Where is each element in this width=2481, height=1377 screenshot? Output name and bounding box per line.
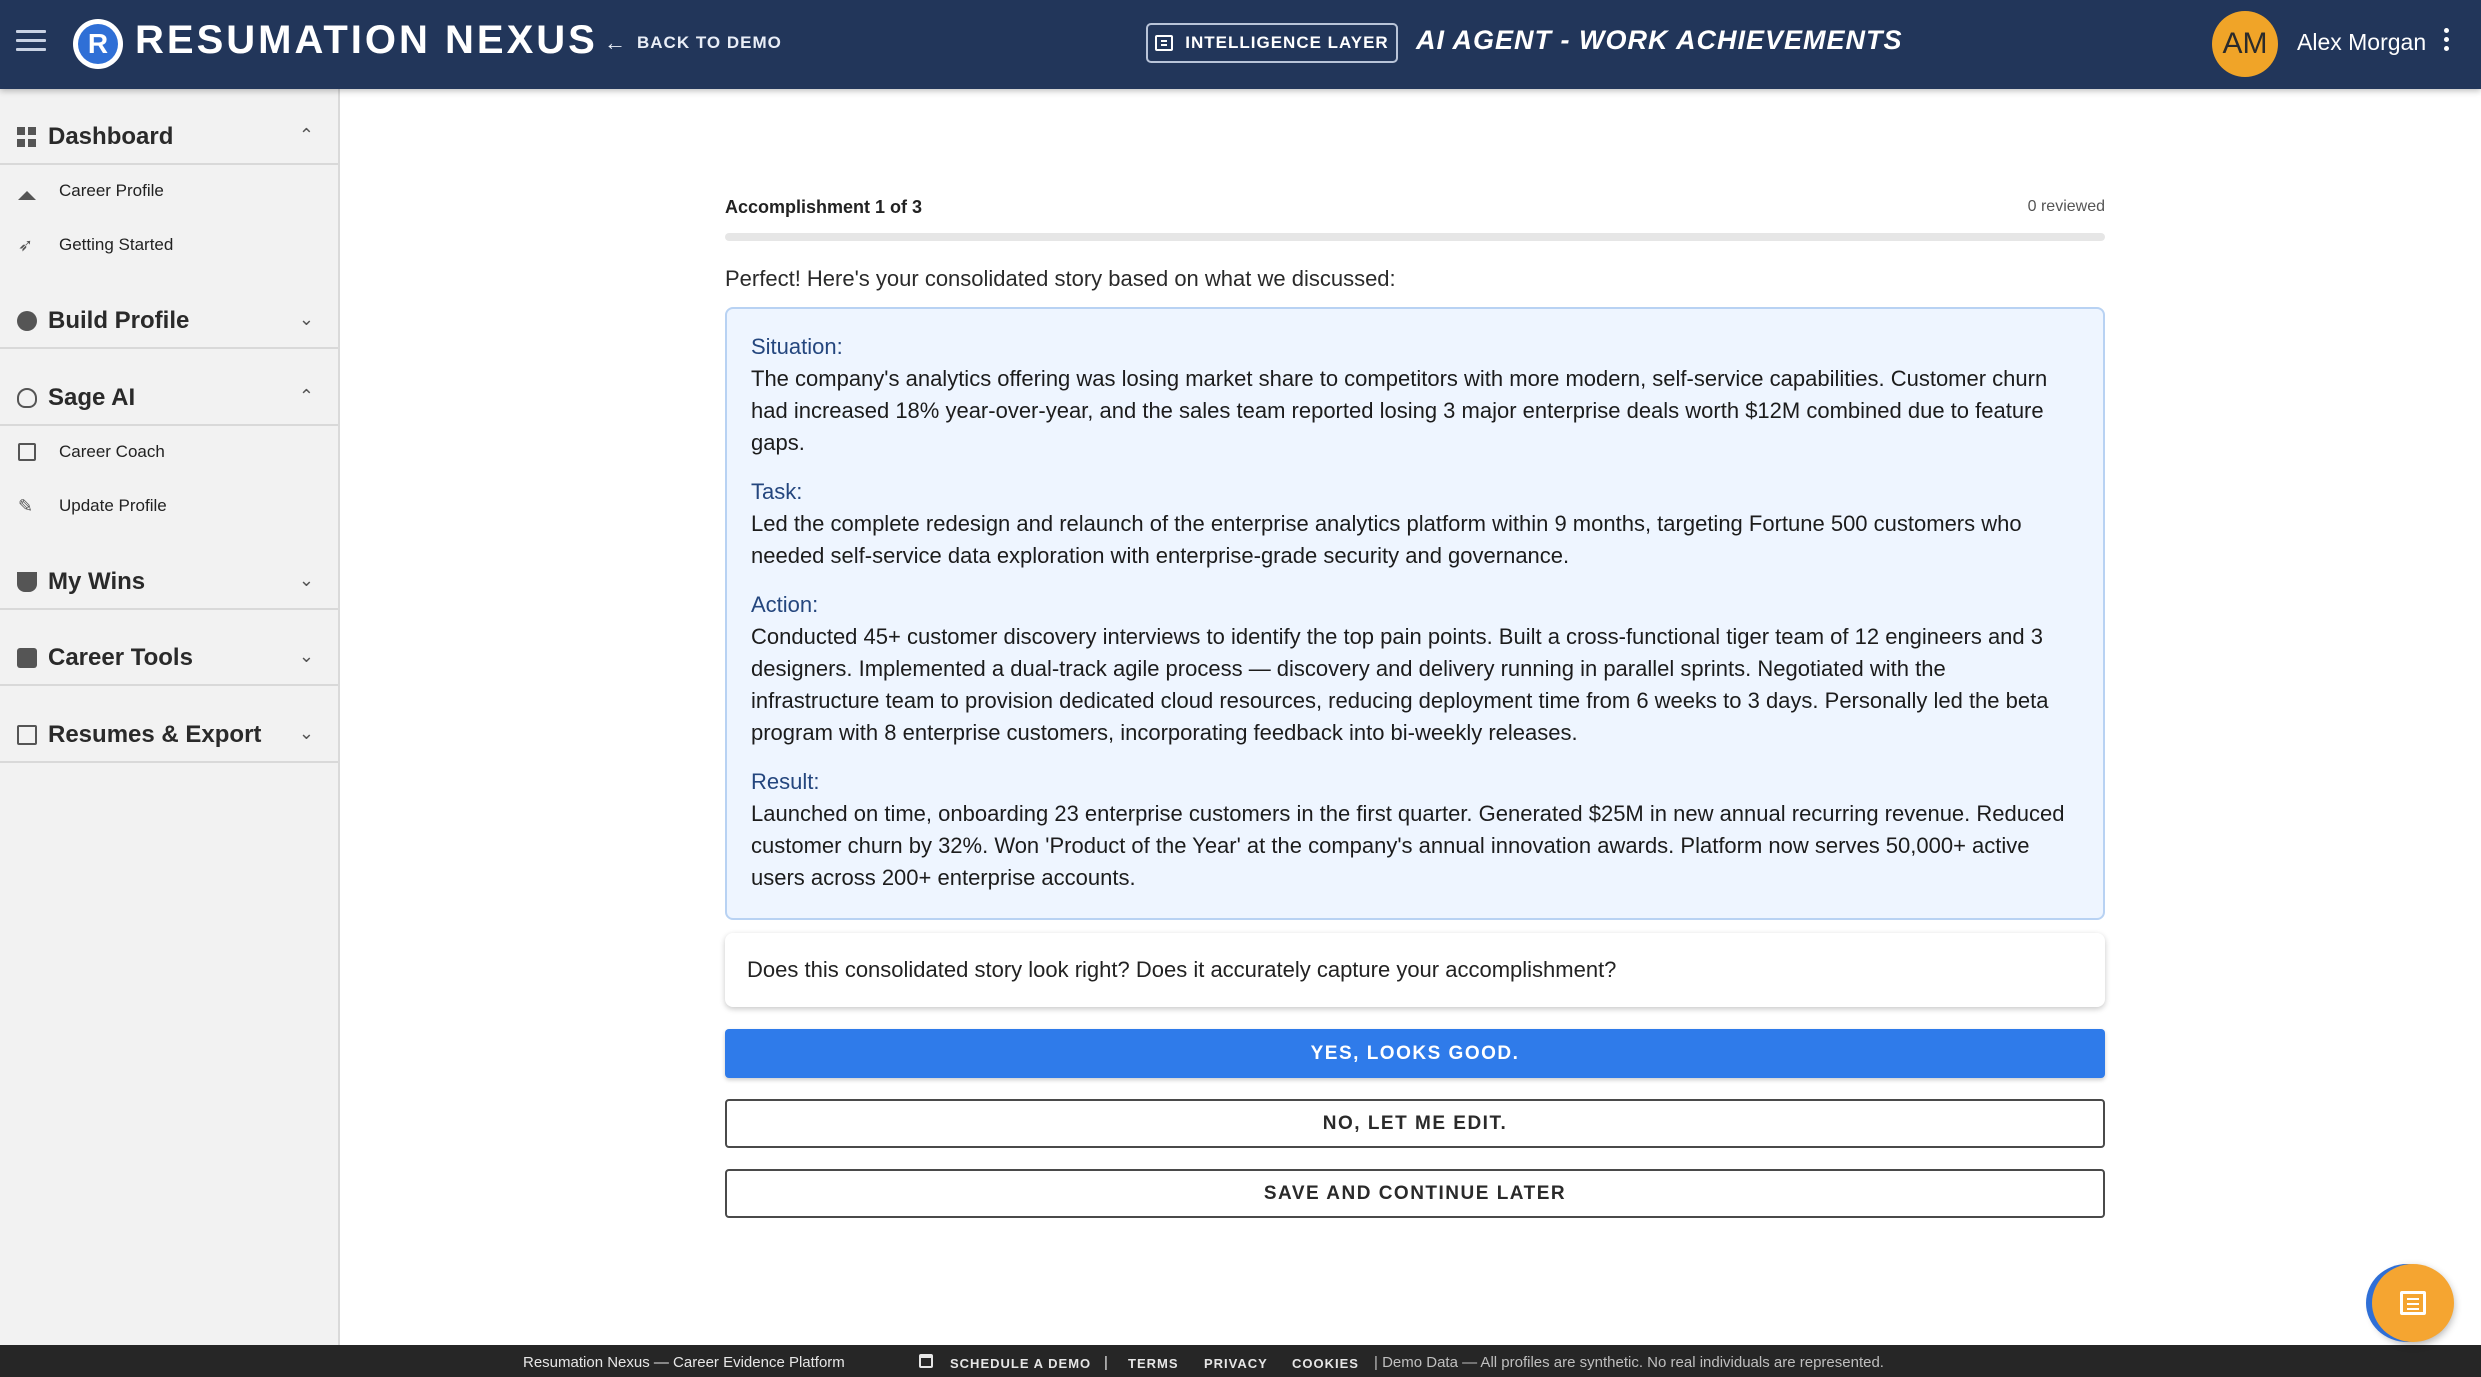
table-icon	[2400, 1291, 2426, 1315]
page-title: AI AGENT - WORK ACHIEVEMENTS	[1416, 25, 1903, 55]
top-app-bar	[0, 0, 2481, 89]
sidebar-item-label: Career Profile	[59, 181, 164, 200]
story-task	[751, 476, 2079, 572]
back-to-demo-link[interactable]	[604, 30, 782, 56]
footer-platform-name: Resumation Nexus — Career Evidence Platform	[523, 1354, 845, 1371]
edit-button[interactable]: NO, LET ME EDIT.	[725, 1099, 2105, 1148]
terms-link[interactable]: TERMS	[1128, 1356, 1179, 1371]
story-action	[751, 589, 2079, 749]
sidebar-item-career-coach[interactable]	[0, 427, 338, 477]
calendar-icon	[919, 1354, 933, 1368]
progress-label: Accomplishment 1 of 3	[725, 197, 923, 217]
story-situation	[751, 331, 2079, 459]
divider	[0, 163, 338, 165]
sidebar-section-sage-ai[interactable]	[0, 374, 338, 422]
rocket-icon: ➶	[18, 235, 34, 255]
save-continue-later-button[interactable]: SAVE AND CONTINUE LATER	[725, 1169, 2105, 1218]
arrow-left-icon: ←	[604, 30, 627, 55]
user-name[interactable]: Alex Morgan	[2297, 29, 2427, 55]
section-text: Launched on time, onboarding 23 enterprise customers in the first quarter. Generated $25M in new annual recurring revenue. Reduced customer churn by 32%. Won 'Product of the Year' at the company's annual innovation awards. Platform now serves 50,000+ active users across 200+ enterprise accounts.	[751, 801, 2065, 890]
chevron-up-icon: ⌃	[298, 386, 314, 406]
divider	[0, 761, 338, 763]
chevron-down-icon: ⌄	[298, 570, 314, 590]
cookies-link[interactable]: COOKIES	[1292, 1356, 1359, 1371]
chevron-down-icon: ⌄	[298, 723, 314, 743]
briefcase-icon	[17, 648, 37, 668]
sidebar-section-label: Resumes & Export	[48, 721, 262, 748]
more-vert-icon[interactable]	[2444, 28, 2452, 58]
footer	[0, 1345, 2481, 1377]
sidebar-item-label: Update Profile	[59, 496, 167, 515]
section-text: Led the complete redesign and relaunch of the enterprise analytics platform within 9 months, targeting Fortune 500 customers who needed self-service data exploration with enterprise-grade security and governance.	[751, 511, 2022, 568]
section-heading: Situation:	[751, 334, 843, 359]
layer-icon	[1155, 35, 1173, 51]
document-icon	[17, 725, 37, 745]
reviewed-count: 0 reviewed	[2027, 198, 2105, 215]
footer-separator: |	[1104, 1354, 1108, 1371]
divider	[0, 347, 338, 349]
sidebar-section-label: Sage AI	[48, 384, 136, 411]
dashboard-icon	[17, 127, 37, 147]
person-edit-icon: ✎	[18, 496, 34, 516]
menu-icon[interactable]	[16, 30, 46, 56]
floating-action-button[interactable]	[2372, 1264, 2454, 1342]
back-to-demo-label: BACK TO DEMO	[637, 33, 782, 52]
sidebar-section-career-tools[interactable]	[0, 634, 338, 682]
brand-logo[interactable]	[73, 19, 123, 69]
sidebar-item-career-profile[interactable]	[0, 166, 338, 216]
story-card	[725, 307, 2105, 920]
trophy-icon	[17, 572, 37, 592]
assistant-message: Perfect! Here's your consolidated story based on what we discussed:	[725, 266, 1396, 291]
progress-bar	[725, 233, 2105, 241]
intelligence-layer-label: INTELLIGENCE LAYER	[1185, 33, 1389, 52]
section-text: The company's analytics offering was losing market share to competitors with more modern, self-service capabilities. Customer churn had increased 18% year-over-year, and the sales team reported losing 3 major enterprise deals worth $12M combined due to feature gaps.	[751, 366, 2048, 455]
chevron-down-icon: ⌄	[298, 309, 314, 329]
yes-looks-good-button[interactable]: YES, LOOKS GOOD.	[725, 1029, 2105, 1078]
lightbulb-icon	[17, 388, 37, 408]
sidebar	[0, 89, 340, 1345]
sidebar-section-dashboard[interactable]	[0, 113, 338, 161]
section-text: Conducted 45+ customer discovery interviews to identify the top pain points. Built a cross-functional tiger team of 12 engineers and 3 designers. Implemented a dual-track agile process — discovery and delivery running in parallel sprints. Negotiated with the infrastructure team to provision dedicated cloud resources, reducing deployment time from 6 weeks to 3 days. Personally led the beta program with 8 enterprise customers, incorporating feedback into bi-weekly releases.	[751, 624, 2049, 745]
section-heading: Action:	[751, 592, 819, 617]
home-icon	[18, 182, 36, 200]
confirmation-question: Does this consolidated story look right? Does it accurately capture your accomplishment?	[725, 933, 2105, 1007]
divider	[0, 684, 338, 686]
sidebar-section-build-profile[interactable]	[0, 297, 338, 345]
avatar[interactable]: AM	[2212, 11, 2278, 77]
story-result	[751, 766, 2079, 894]
sidebar-section-my-wins[interactable]	[0, 558, 338, 606]
account-circle-icon	[17, 311, 37, 331]
footer-disclaimer: | Demo Data — All profiles are synthetic. No real individuals are represented.	[1374, 1354, 1884, 1371]
section-heading: Result:	[751, 769, 820, 794]
sidebar-section-label: Dashboard	[48, 123, 174, 150]
sidebar-section-resumes-export[interactable]	[0, 711, 338, 759]
brand-name[interactable]: RESUMATION NEXUS	[135, 18, 598, 62]
privacy-link[interactable]: PRIVACY	[1204, 1356, 1268, 1371]
chat-icon	[18, 443, 36, 461]
divider	[0, 608, 338, 610]
sidebar-section-label: My Wins	[48, 568, 146, 595]
sidebar-item-update-profile[interactable]	[0, 481, 338, 531]
section-heading: Task:	[751, 479, 803, 504]
sidebar-item-getting-started[interactable]	[0, 220, 338, 270]
logo-letter: R	[78, 24, 118, 64]
chevron-up-icon: ⌃	[298, 125, 314, 145]
intelligence-layer-button[interactable]	[1146, 23, 1398, 63]
divider	[0, 424, 338, 426]
chevron-down-icon: ⌄	[298, 646, 314, 666]
schedule-demo-link[interactable]: SCHEDULE A DEMO	[950, 1356, 1092, 1371]
sidebar-section-label: Build Profile	[48, 307, 190, 334]
sidebar-item-label: Getting Started	[59, 235, 174, 254]
sidebar-item-label: Career Coach	[59, 442, 165, 461]
main-content	[342, 89, 2481, 1345]
sidebar-section-label: Career Tools	[48, 644, 193, 671]
